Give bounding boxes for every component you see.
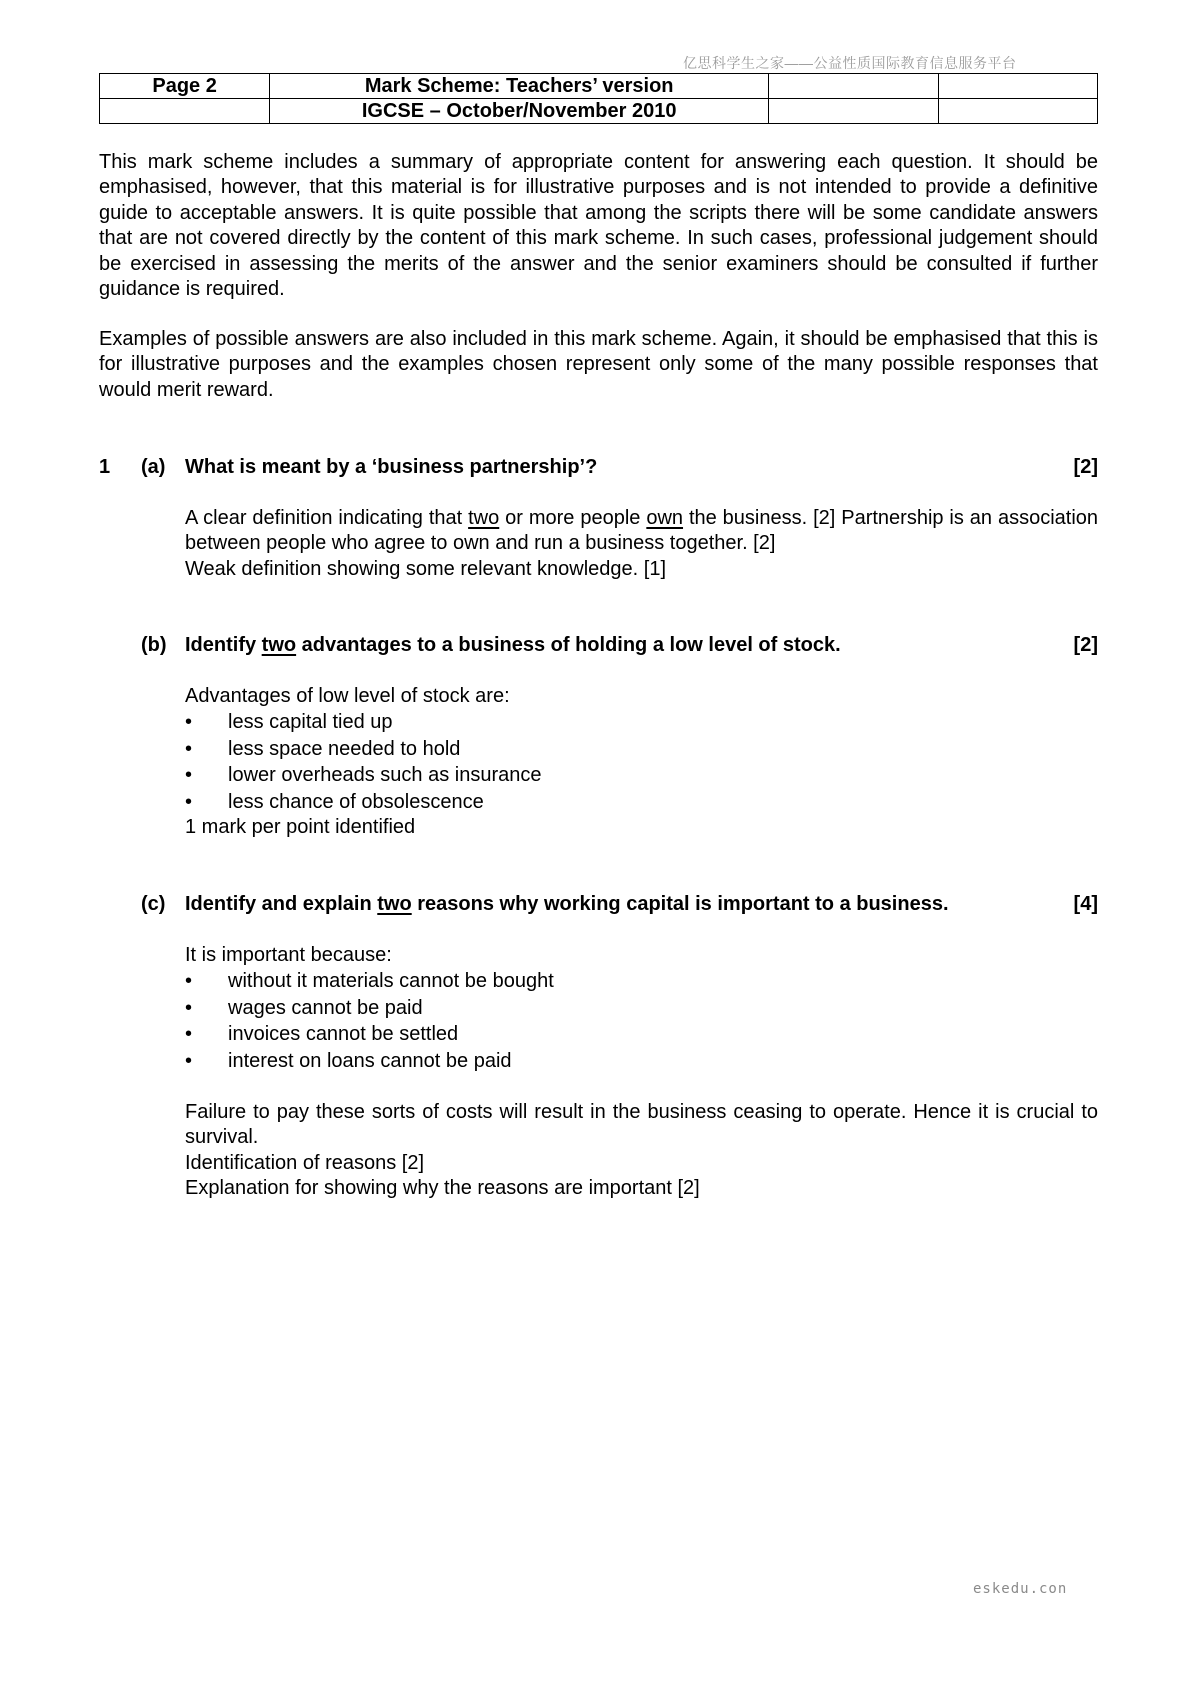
page-number: Page 2 bbox=[100, 74, 270, 99]
question-1b-marks: [2] bbox=[1073, 634, 1098, 656]
header-empty-cell bbox=[769, 99, 939, 124]
answer-1b-list bbox=[185, 709, 1098, 815]
question-1a-text: What is meant by a ‘business partnership’? bbox=[185, 456, 598, 478]
answer-1a-text: or more people bbox=[499, 507, 647, 529]
question-1b-row bbox=[99, 632, 1098, 658]
answer-1b-lead: Advantages of low level of stock are: bbox=[185, 685, 510, 707]
watermark-bottom: eskedu.con bbox=[973, 1581, 1068, 1597]
list-item: • without it materials cannot be bought bbox=[185, 970, 554, 993]
answer-1a-text: the business. [2] Partnership is an association between people who agree to own and run a business together. [2] bbox=[185, 507, 1099, 555]
question-part-label: (b) bbox=[141, 634, 167, 656]
answer-1a-underlined: two bbox=[468, 507, 500, 529]
header-empty-cell bbox=[769, 74, 939, 99]
document-subtitle: IGCSE – October/November 2010 bbox=[270, 99, 769, 124]
question-1c-row bbox=[99, 891, 1098, 917]
list-item: • lower overheads such as insurance bbox=[185, 764, 542, 787]
watermark-top: 亿思科学生之家——公益性质国际教育信息服务平台 bbox=[683, 55, 1017, 71]
question-part-label: (a) bbox=[141, 456, 166, 478]
list-item: • less chance of obsolescence bbox=[185, 790, 484, 813]
answer-1c-paragraph: Failure to pay these sorts of costs will result in the business ceasing to operate. Hence it is crucial to survival. bbox=[185, 1101, 1098, 1149]
header-empty-cell bbox=[939, 99, 1098, 124]
intro-paragraph-2: Examples of possible answers are also included in this mark scheme. Again, it should be emphasised that this is for illustrative purposes and the examples chosen represent only some of the many possible responses that would merit reward. bbox=[99, 328, 1098, 401]
answer-1b-footer: 1 mark per point identified bbox=[185, 816, 416, 839]
question-1a-row bbox=[99, 454, 1098, 480]
answer-1a bbox=[185, 506, 1098, 582]
list-item: • less capital tied up bbox=[185, 711, 393, 734]
question-1b-text: Identify two advantages to a business of holding a low level of stock. bbox=[185, 634, 841, 656]
question-number: 1 bbox=[99, 456, 111, 478]
answer-1c bbox=[185, 943, 1098, 1074]
list-item: • wages cannot be paid bbox=[185, 996, 423, 1019]
question-1c-text: Identify and explain two reasons why working capital is important to a business. bbox=[185, 893, 949, 915]
question-1c-marks: [4] bbox=[1073, 893, 1098, 915]
answer-1c-list bbox=[185, 968, 1098, 1074]
question-1a-marks: [2] bbox=[1073, 456, 1098, 478]
document-title: Mark Scheme: Teachers’ version bbox=[270, 74, 769, 99]
header-table bbox=[99, 73, 1098, 124]
question-part-label: (c) bbox=[141, 893, 166, 915]
answer-1b bbox=[185, 684, 1098, 841]
answer-1c-lead: It is important because: bbox=[185, 944, 392, 966]
intro-paragraph-1: This mark scheme includes a summary of appropriate content for answering each question. It should be emphasised, however, that this material is for illustrative purposes and is not intended to provide a definitive guide to acceptable answers. It is quite possible that among the scripts there will be some candidate answers that are not covered directly by the content of this mark scheme. In such cases, professional judgement should be exercised in assessing the merits of the answer and the senior examiners should be consulted if further guidance is required. bbox=[99, 151, 1098, 301]
header-empty-cell bbox=[939, 74, 1098, 99]
answer-1c-explanation bbox=[185, 1100, 1098, 1202]
list-item: • invoices cannot be settled bbox=[185, 1023, 459, 1046]
answer-1c-explanation-marks: Explanation for showing why the reasons are important [2] bbox=[185, 1177, 700, 1200]
answer-1a-underlined: own bbox=[646, 507, 684, 529]
answer-1c-identification: Identification of reasons [2] bbox=[185, 1151, 425, 1174]
header-empty-cell bbox=[100, 99, 270, 124]
answer-1a-weak-definition: Weak definition showing some relevant knowledge. [1] bbox=[185, 557, 667, 580]
answer-1a-text: A clear definition indicating that bbox=[185, 507, 469, 529]
list-item: • less space needed to hold bbox=[185, 737, 461, 760]
list-item: • interest on loans cannot be paid bbox=[185, 1049, 512, 1072]
